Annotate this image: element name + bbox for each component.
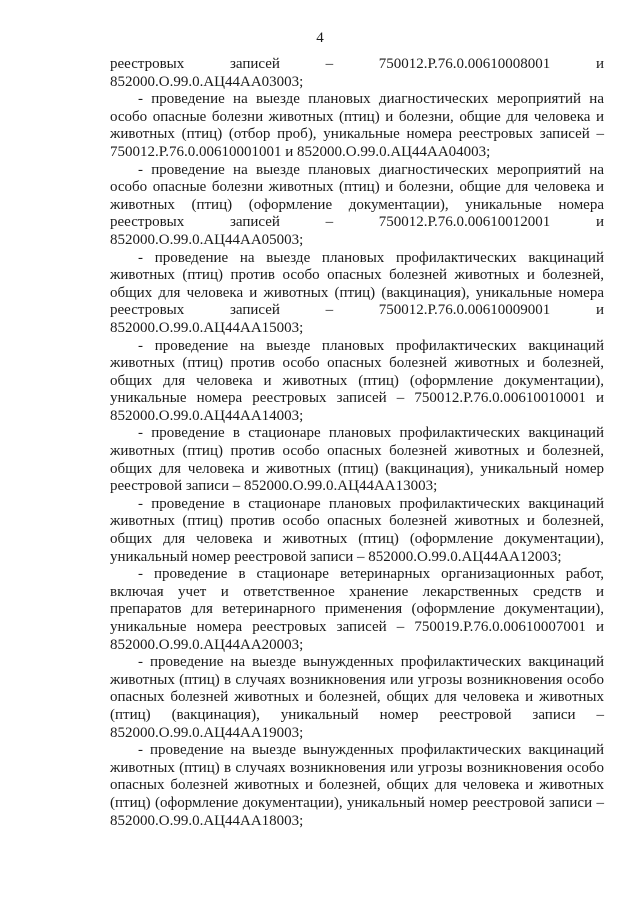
paragraph-item: - проведение на выезде плановых диагностических мероприятий на особо опасные болезни животных (птиц) и болезни, общие для человека и животных (птиц) (отбор проб), уникальные номера реестровых записей – 750012.Р.76.0.00610001001 и 852000.О.99.0.АЦ44АА04003; — [110, 91, 604, 160]
paragraph-item: - проведение в стационаре ветеринарных организационных работ, включая учет и ответственное хранение лекарственных средств и препаратов для ветеринарного применения (оформление документации), уникальные номера реестровых записей – 750019.Р.76.0.00610007001 и 852000.О.99.0.АЦ44АА20003; — [110, 566, 604, 653]
paragraph-item: - проведение на выезде плановых профилактических вакцинаций животных (птиц) против особо опасных болезней животных и болезней, общих для человека и животных (птиц) (оформление документации), уникальные номера реестровых записей – 750012.Р.76.0.00610010001 и 852000.О.99.0.АЦ44АА14003; — [110, 337, 604, 424]
paragraph-item: - проведение на выезде вынужденных профилактических вакцинаций животных (птиц) в случаях возникновения или угрозы возникновения особо опасных болезней животных и болезней, общих для человека и животных (птиц) (вакцинация), уникальный номер реестровой записи – 852000.О.99.0.АЦ44АА19003; — [110, 654, 604, 741]
paragraph-continuation: реестровых записей – 750012.Р.76.0.00610008001 и 852000.О.99.0.АЦ44АА03003; — [110, 56, 604, 90]
paragraph-item: - проведение в стационаре плановых профилактических вакцинаций животных (птиц) против особо опасных болезней животных и болезней, общих для человека и животных (птиц) (оформление документации), уникальный номер реестровой записи – 852000.О.99.0.АЦ44АА12003; — [110, 495, 604, 565]
page-number: 4 — [316, 30, 324, 46]
paragraph-item: - проведение в стационаре плановых профилактических вакцинаций животных (птиц) против особо опасных болезней животных и болезней, общих для человека и животных (птиц) (вакцинация), уникальный номер реестровой записи – 852000.О.99.0.АЦ44АА13003; — [110, 425, 604, 495]
paragraph-item: - проведение на выезде плановых профилактических вакцинаций животных (птиц) против особо опасных болезней животных и болезней, общих для человека и животных (птиц) (вакцинация), уникальные номера реестровых записей – 750012.Р.76.0.00610009001 и 852000.О.99.0.АЦ44АА15003; — [110, 249, 604, 336]
document-body — [110, 56, 604, 830]
paragraph-item: - проведение на выезде вынужденных профилактических вакцинаций животных (птиц) в случаях возникновения или угрозы возникновения особо опасных болезней животных и болезней, общих для человека и животных (птиц) (оформление документации), уникальный номер реестровой записи – 852000.О.99.0.АЦ44АА18003; — [110, 742, 604, 829]
paragraph-item: - проведение на выезде плановых диагностических мероприятий на особо опасные болезни животных (птиц) и болезни, общие для человека и животных (птиц) (оформление документации), уникальные номера реестровых записей – 750012.Р.76.0.00610012001 и 852000.О.99.0.АЦ44АА05003; — [110, 161, 604, 248]
